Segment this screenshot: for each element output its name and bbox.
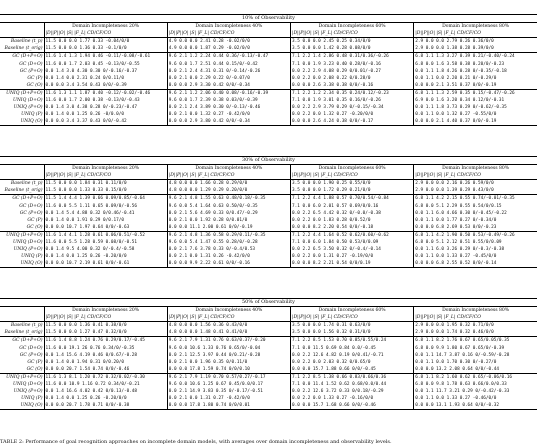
metric-cell: 0.0 1.4 3.0 4.30 0.30 0/-0.16/-0.37 [44, 68, 167, 75]
metric-cell: 0.0 2.2 0.0 1.31 0.27 -0.19/0/0 [291, 253, 414, 260]
metric-cell: 7.1 2.2 4.4 1.64 0.52 0.62/0.60/-0.62 [291, 231, 414, 239]
metric-cell: 6.9 0.0 1.6 3.20 0.34 0.12/0/-0.31 [414, 97, 537, 104]
group-header: Domain Incompleteness 40% [167, 307, 290, 315]
metric-cell: 4.8 0.0 0.0 1.29 0.29 0.20/0/0 [167, 187, 290, 195]
metric-cell: 0.0 1.4 3.0 4.38 0.28 0/-0.23/-0.47 [44, 104, 167, 111]
metric-cell: 0.0 0.0 2.1 4.40 0.37 0/0/-0.19 [414, 118, 537, 126]
column-header: |D||P||O| |S| |F_L| CD/CF/CO [414, 30, 537, 38]
metric-cell: 0.0 0.0 20.7 1.54 0.74 0/0/-0.46 [44, 366, 167, 374]
row-label: Baseline (t_orig) [4, 188, 43, 194]
metric-cell: 9.6 0.0 1.7 2.51 0.44 0.15/0/-0.42 [167, 61, 290, 68]
metric-cell: 3.5 0.0 0.0 1.72 0.29 0.21/0/0 [291, 187, 414, 195]
metric-cell: 9.6 2.1 7.9 1.31 0.76 0.63/0.37/-0.20 [167, 337, 290, 345]
table-row [0, 224, 537, 232]
row-label-header [0, 172, 44, 180]
table-row [0, 352, 537, 359]
metric-cell: 0.0 0.0 20.7 1.78 0.71 0/0/-0.38 [44, 402, 167, 410]
metric-cell: 0.0 2.1 2.4 3.89 0.30 0/-0.13/-0.46 [167, 104, 290, 111]
metric-cell: 0.0 0.0 2.6 3.38 0.38 0/0/-0.16 [291, 82, 414, 90]
table-row [0, 210, 537, 217]
row-label: GC (P) [27, 217, 43, 223]
metric-cell: 0.0 1.1 0.0 1.32 0.27 -0.55/0/0 [414, 111, 537, 118]
row-label: GC (D+P+O) [0, 53, 44, 61]
metric-cell: 4.9 0.0 0.0 2.41 0.28 -0.02/0/0 [167, 38, 290, 46]
table-row [0, 217, 537, 224]
metric-cell: 11.6 0.0 5.5 1.28 0.59 0.08/0/-0.51 [44, 239, 167, 246]
row-label: GC (D+P+O) [0, 195, 44, 203]
row-label: UNIQ (P) [21, 396, 43, 402]
table-row [0, 97, 537, 104]
metric-cell: 7.1 2.2 1.2 2.34 0.35 0.24/0.12/-0.23 [291, 89, 414, 97]
table-row [0, 388, 537, 395]
panel-30-observability [0, 156, 537, 284]
metric-cell: 0.0 1.1 0.0 1.77 0.27 0/-0.34/0 [414, 217, 537, 224]
metric-cell: 0.0 0.0 3.4 3.54 0.43 0/0/-0.39 [44, 82, 167, 90]
metric-cell: 2.9 0.0 0.0 1.74 0.32 0.46/0/0 [414, 329, 537, 337]
column-header: |D||P||O| |S| |F_L| CD/CF/CO [291, 30, 414, 38]
metric-cell: 0.0 2.1 0.0 1.92 0.28 0/0.01/0 [167, 217, 290, 224]
metric-cell: 9.6 2.1 7.9 1.19 0.70 0.57/0.27/-0.17 [167, 373, 290, 381]
table-row [0, 337, 537, 345]
metric-cell: 0.0 0.0 6.8 2.55 0.52 0/0/-0.14 [414, 260, 537, 268]
table-row [0, 231, 537, 239]
metric-cell: 0.0 0.0 8.2 2.21 0.54 0/0/0.19 [291, 260, 414, 268]
group-header: Domain Incompleteness 40% [167, 165, 290, 173]
metric-cell: 6.8 1.1 4.2 1.90 0.50 0.53/-0.49/-0.26 [414, 231, 537, 239]
table-row [0, 260, 537, 268]
metric-cell: 6.8 1.1 4.2 2.15 0.55 0.74/-0.01/-0.35 [414, 195, 537, 203]
metric-cell: 11.5 1.4 4.4 1.39 0.66 0.09/0.85/-0.64 [44, 195, 167, 203]
metric-cell: 9.6 2.1 1.2 2.06 0.40 0.08/-0.16/-0.39 [167, 89, 290, 97]
table-row [0, 61, 537, 68]
row-label: Baseline (t_orig) [4, 46, 43, 52]
group-blank [0, 165, 44, 173]
metric-cell: 11.5 0.0 0.0 1.33 0.33 0.15/0/0 [44, 187, 167, 195]
row-label: UNIQ (D+O) [12, 240, 43, 246]
metric-cell: 0.0 1.1 1.8 3.73 0.29 0/-0.62/-0.35 [414, 104, 537, 111]
row-label: UNIQ (O) [0, 402, 44, 410]
metric-cell: 6.8 0.0 5.1 2.12 0.51 0.55/0/0.09 [414, 239, 537, 246]
table-row [0, 381, 537, 388]
table-row [0, 246, 537, 253]
metric-cell: 7.1 0.0 11.4 1.52 0.62 0.68/0.0/0.44 [291, 381, 414, 388]
column-header: |D||P||O| |S| |F_L| CD/CF/CO [167, 314, 290, 322]
metric-cell: 6.8 1.1 8.2 1.60 0.62 0.65/-0.06/0.16 [414, 373, 537, 381]
panel-title: 30% of Observability [0, 157, 537, 165]
table-row [0, 180, 537, 188]
metric-cell: 9.6 0.0 10.6 1.33 0.76 0.65/0/-0.04 [167, 345, 290, 352]
metric-cell: 9.6 0.0 5.4 1.47 0.55 0.28/0/-0.28 [167, 239, 290, 246]
metric-cell: 9.6 0.0 10.6 1.25 0.67 0.45/0.0/0.17 [167, 381, 290, 388]
metric-cell: 0.0 2.2 0.0 2.03 0.32 0/0.65/0 [291, 359, 414, 366]
table-row [0, 395, 537, 402]
metric-cell: 2.9 0.0 0.0 1.39 0.29 0.43/0/0 [414, 187, 537, 195]
metric-cell: 2.9 0.0 0.0 2.79 0.26 0.36/0/0 [414, 38, 537, 46]
metric-cell: 0.0 2.2 2.9 3.79 0.29 0/-0.15/-0.34 [291, 104, 414, 111]
metric-cell: 0.0 2.2 0.0 1.83 0.28 0/0.52/0 [291, 217, 414, 224]
metric-cell: 0.0 0.0 11.1 2.00 0.61 0/0/-0.19 [167, 224, 290, 232]
metric-cell: 0.0 2.2 6.5 3.50 0.32 0/-0.4/-0.14 [291, 246, 414, 253]
table-row [0, 239, 537, 246]
metric-cell: 6.8 0.0 5.1 2.29 0.55 0.54/0/0.15 [414, 203, 537, 210]
metric-cell: 9.6 2.1 4.8 1.55 0.63 0.48/0.18/-0.35 [167, 195, 290, 203]
metric-cell: 0.0 1.1 0.0 1.33 0.27 -0.45/0/0 [414, 253, 537, 260]
metric-cell: 11.6 1.3 8.1 1.20 0.72 0.32/0.02/-0.30 [44, 373, 167, 381]
metric-cell: 3.5 0.0 0.0 1.56 0.32 0.31/0/0 [291, 329, 414, 337]
metric-cell: 0.0 0.0 2.1 3.51 0.37 0/0/-0.19 [414, 82, 537, 90]
panel-rows [0, 180, 537, 268]
column-header: |D||P||O| |S| |F_L| CD/CF/CO [291, 314, 414, 322]
metric-cell: 0.0 2.1 0.0 1.32 0.27 -0.42/0/0 [167, 111, 290, 118]
metric-cell: 0.0 0.0 2.9 3.80 0.42 0/0/-0.34 [167, 118, 290, 126]
metric-cell: 0.0 2.1 0.0 2.29 0.22 0/-0.07/0 [167, 75, 290, 82]
group-header: Domain Incompleteness 60% [291, 307, 414, 315]
metric-cell: 0.0 2.1 0.0 1.31 0.27 -0.42/0/0 [167, 395, 290, 402]
row-label: UNIQ (D+O) [12, 382, 43, 388]
metric-cell: 0.0 1.4 0.0 1.91 0.29 0/0.17/0 [44, 217, 167, 224]
group-header: Domain Incompleteness 80% [414, 307, 537, 315]
metric-cell: 0.0 2.1 5.6 4.69 0.33 0/0.47/-0.29 [167, 210, 290, 217]
metric-cell: 0.0 2.1 2.4 4.31 0.31 0/-0.14/-0.26 [167, 68, 290, 75]
table-row [0, 345, 537, 352]
table-row [0, 53, 537, 61]
metric-cell: 0.0 2.2 6.5 4.42 0.32 0/-0.0/-0.38 [291, 210, 414, 217]
group-header: Domain Incompleteness 20% [44, 23, 167, 31]
metric-cell: 11.6 1.3 1.1 1.87 0.40 -0.12/-0.02/-0.46 [44, 89, 167, 97]
row-label: GC (P) [27, 75, 43, 81]
metric-cell: 0.0 1.1 1.8 4.26 0.28 0/-0.35/-0.18 [414, 68, 537, 75]
metric-cell: 11.5 0.0 0.0 1.36 0.33 -0.1/0/0 [44, 45, 167, 53]
row-label: GC (O) [26, 366, 43, 372]
row-label: UNIQ (P) [21, 254, 43, 260]
row-label-header [0, 314, 44, 322]
table-row [0, 359, 537, 366]
table-row [0, 402, 537, 410]
row-label: GC (O) [26, 82, 43, 88]
metric-cell: 2.9 0.0 0.0 2.16 0.26 0.59/0/0 [414, 180, 537, 188]
metric-cell: 6.8 1.1 1.3 3.27 0.39 0.21/-0.40/-0.24 [414, 53, 537, 61]
metric-cell: 0.0 1.1 0.0 1.70 0.30 0/-0.27/0 [414, 359, 537, 366]
table-row [0, 253, 537, 260]
metric-cell: 0.0 0.0 13.1 1.93 0.64 0/0/-0.32 [414, 402, 537, 410]
group-blank [0, 307, 44, 315]
metric-cell: 11.5 0.0 0.0 1.84 0.31 0.11/0/0 [44, 180, 167, 188]
table-row [0, 118, 537, 126]
metric-cell: 0.0 2.2 0.0 1.32 0.27 -0.20/0/0 [291, 111, 414, 118]
metric-cell: 11.6 0.0 10.9 1.16 0.72 0.34/0/-0.21 [44, 381, 167, 388]
metric-cell: 3.5 0.0 0.0 2.45 0.25 0.34/0/0 [291, 38, 414, 46]
group-header: Domain Incompleteness 80% [414, 23, 537, 31]
group-header: Domain Incompleteness 60% [291, 165, 414, 173]
metric-cell: 0.0 0.0 15.7 1.68 0.66 0/0/-0.46 [291, 402, 414, 410]
metric-cell: 7.1 2.2 1.4 2.86 0.48 0.31/0.36/-0.26 [291, 53, 414, 61]
row-label: Baseline (t_p) [10, 181, 43, 187]
row-label: Baseline (t_p) [10, 323, 43, 329]
metric-cell: 0.0 1.4 0.0 1.25 0.26 -0.20/0/0 [44, 253, 167, 260]
metric-cell: 7.1 0.0 1.9 3.23 0.40 0.28/0/-0.16 [291, 61, 414, 68]
row-label: GC (P+O) [19, 352, 43, 358]
panel-rows [0, 38, 537, 126]
metric-cell: 0.0 1.1 14.7 3.87 0.16 0/-0.59/-0.28 [414, 352, 537, 359]
metric-cell: 0.0 2.2 12.6 4.82 0.19 0/0.41/-0.71 [291, 352, 414, 359]
metric-cell: 0.0 0.0 10.7 2.19 0.61 0/0/-0.61 [44, 260, 167, 268]
panel-rows [0, 322, 537, 410]
metric-cell: 3.5 0.0 0.0 1.90 0.25 0.55/0/0 [291, 180, 414, 188]
metric-cell: 6.8 1.1 1.3 2.59 0.35 0.15/-0.47/-0.26 [414, 89, 537, 97]
row-label: Baseline (t_p) [10, 39, 43, 45]
row-label: UNIQ (P) [21, 112, 43, 118]
metric-cell: 0.0 2.1 7.6 3.78 0.33 0/-0.4/0.53 [167, 246, 290, 253]
metric-cell: 11.6 1.4 8.8 1.24 0.76 0.29/0.17/-0.45 [44, 337, 167, 345]
metric-cell: 0.0 1.4 0.0 1.25 0.26 -0/0.0/0 [44, 111, 167, 118]
group-header: Domain Incompleteness 60% [291, 23, 414, 31]
column-header: |D||P||O| |S| |F_L| CD/CF/CO [291, 172, 414, 180]
metric-cell: 0.0 2.1 12.5 3.97 0.44 0/0.21/-0.28 [167, 352, 290, 359]
panel-50-observability [0, 298, 537, 426]
metric-cell: 0.0 2.1 0.0 1.96 0.35 0/0.11/0 [167, 359, 290, 366]
metric-cell: 7.1 2.2 4.4 1.88 0.57 0.70/0.54/-0.84 [291, 195, 414, 203]
row-label: UNIQ (O) [0, 118, 44, 126]
metric-cell: 0.0 2.2 0.0 1.33 0.27 -0.16/0/0 [291, 395, 414, 402]
table-row [0, 82, 537, 90]
row-label: UNIQ (O) [0, 260, 44, 268]
metric-cell: 0.0 0.0 10.7 1.97 0.64 0/0/-0.63 [44, 224, 167, 232]
metric-cell: 6.8 0.0 9.8 1.78 0.63 0.66/0.0/0.33 [414, 381, 537, 388]
metric-cell: 7.1 0.0 6.0 1.84 0.50 0.53/0/0.09 [291, 239, 414, 246]
row-label-header [0, 30, 44, 38]
metric-cell: 11.6 0.0 1.7 2.00 0.38 -0.13/0/-0.43 [44, 97, 167, 104]
metric-cell: 11.6 0.0 1.7 2.03 0.45 -0.13/0/-0.55 [44, 61, 167, 68]
metric-cell: 0.0 2.1 0.0 1.31 0.26 -0.42/0/0 [167, 253, 290, 260]
row-label: GC (O) [26, 224, 43, 230]
table-row [0, 322, 537, 330]
table-row [0, 75, 537, 82]
metric-cell: 0.0 1.4 16.6 4.02 0.42 0/0.13/-0.48 [44, 388, 167, 395]
table-row [0, 38, 537, 46]
row-label: GC (P+O) [19, 68, 43, 74]
group-blank [0, 23, 44, 31]
metric-cell: 11.6 0.0 5.5 1.11 0.65 0.09/0/-0.56 [44, 203, 167, 210]
row-label: UNIQ (D+P+O) [0, 231, 44, 239]
row-label: UNIQ (D+O) [12, 98, 43, 104]
column-header: |D||P||O| |S| |F_L| CD/CF/CO [44, 314, 167, 322]
metric-cell: 7.1 0.0 6.0 2.01 0.57 0.69/0/0.16 [291, 203, 414, 210]
column-header: |D||P||O| |S| |F_L| CD/CF/CO [44, 172, 167, 180]
group-header: Domain Incompleteness 20% [44, 307, 167, 315]
metric-cell: 4.9 0.0 0.0 1.87 0.29 -0.02/0/0 [167, 45, 290, 53]
column-header: |D||P||O| |S| |F_L| CD/CF/CO [414, 314, 537, 322]
table-row [0, 187, 537, 195]
metric-cell: 3.5 0.0 0.0 1.74 0.31 0.63/0/0 [291, 322, 414, 330]
table-row [0, 195, 537, 203]
table-row [0, 45, 537, 53]
metric-cell: 0.0 0.0 2.6 4.24 0.38 0/0/-0.17 [291, 118, 414, 126]
metric-cell: 0.0 0.0 6.8 2.69 0.53 0/0/-0.23 [414, 224, 537, 232]
metric-cell: 0.0 2.2 0.0 2.08 0.22 0/0.28/0 [291, 75, 414, 82]
metric-cell: 7.1 2.2 8.5 1.53 0.70 0.85/0.55/0.24 [291, 337, 414, 345]
table-row [0, 111, 537, 118]
table-row [0, 68, 537, 75]
metric-cell: 0.0 1.4 5.4 4.88 0.32 0/0.46/-0.41 [44, 210, 167, 217]
metric-cell: 0.0 0.0 17.8 1.59 0.74 0/0/0.10 [167, 366, 290, 374]
metric-cell: 0.0 1.4 0.0 1.25 0.26 -0.20/0/0 [44, 395, 167, 402]
metric-cell: 11.6 1.4 4.1 1.28 0.61 0.06/0.51/-0.52 [44, 231, 167, 239]
row-label: UNIQ (P+O) [13, 247, 43, 253]
metric-cell: 2.9 0.0 0.0 1.38 0.28 0.39/0/0 [414, 45, 537, 53]
metric-cell: 7.1 0.0 11.5 0.69 0.84 0.0/-0.45 [291, 345, 414, 352]
metric-cell: 9.6 2.1 1.2 2.24 0.44 0.36/-0.13/-0.47 [167, 53, 290, 61]
table-row [0, 373, 537, 381]
table-row [0, 203, 537, 210]
panel-10-observability [0, 14, 537, 142]
row-label: Baseline (t_orig) [4, 330, 43, 336]
metric-cell: 0.0 0.0 9.9 2.22 0.61 0/0/-0.16 [167, 260, 290, 268]
metric-cell: 0.0 2.2 2.9 4.08 0.29 0/0.01/-0.27 [291, 68, 414, 75]
metric-cell: 7.1 2.2 8.5 1.38 0.66 0.83/0.66/0.36 [291, 373, 414, 381]
metric-cell: 4.8 0.0 0.0 1.56 0.36 0.43/0/0 [167, 322, 290, 330]
metric-cell: 11.6 0.0 19.1 26 0.76 0.34/0/-0.35 [44, 345, 167, 352]
metric-cell: 4.8 0.0 0.0 1.66 0.28 0.29/0/0 [167, 180, 290, 188]
row-label: GC (D+O) [19, 345, 43, 351]
metric-cell: 11.6 1.4 1.3 1.94 0.46 -0.11/-0.08/-0.61 [44, 53, 167, 61]
row-label: UNIQ (P+O) [13, 389, 43, 395]
group-header: Domain Incompleteness 80% [414, 165, 537, 173]
metric-cell: 0.0 2.2 12.6 3.72 0.33 0/0.18/-0.29 [291, 388, 414, 395]
metric-cell: 0.0 1.4 9.5 4.00 0.32 0/-0.4/-0.58 [44, 246, 167, 253]
group-header: Domain Incompleteness 40% [167, 23, 290, 31]
row-label: UNIQ (P+O) [13, 105, 43, 111]
results-table [0, 14, 537, 126]
results-table [0, 156, 537, 268]
metric-cell: 7.1 0.0 1.9 3.01 0.35 0.16/0/-0.26 [291, 97, 414, 104]
metric-cell: 6.8 0.0 9.9 1.80 0.67 0.65/0/-0.39 [414, 345, 537, 352]
row-label: UNIQ (D+P+O) [0, 89, 44, 97]
metric-cell: 0.0 0.0 3.4 3.37 0.43 0/0/-0.42 [44, 118, 167, 126]
metric-cell: 11.5 0.0 0.0 1.27 0.47 0.32/0/0 [44, 329, 167, 337]
row-label: UNIQ (D+P+O) [0, 373, 44, 381]
metric-cell: 2.9 0.0 0.0 1.95 0.32 0.71/0/0 [414, 322, 537, 330]
column-header: |D||P||O| |S| |F_L| CD/CF/CO [414, 172, 537, 180]
table-row [0, 329, 537, 337]
row-label: GC (D+O) [19, 203, 43, 209]
metric-cell: 0.0 1.4 0.0 2.31 0.24 0/0.11/0 [44, 75, 167, 82]
row-label: GC (P) [27, 359, 43, 365]
column-header: |D||P||O| |S| |F_L| CD/CF/CO [167, 30, 290, 38]
metric-cell: 0.0 1.4 0.0 1.94 0.31 0/0.20/0 [44, 359, 167, 366]
metric-cell: 0.0 0.0 2.9 3.30 0.42 0/0/-0.34 [167, 82, 290, 90]
metric-cell: 3.5 0.0 0.0 1.42 0.28 0.08/0/0 [291, 45, 414, 53]
metric-cell: 0.0 1.1 6.0 4.66 0.30 0/-0.45/-0.22 [414, 210, 537, 217]
results-table [0, 298, 537, 410]
panel-title: 10% of Observability [0, 15, 537, 23]
metric-cell: 0.0 0.0 8.2 2.20 0.54 0/0/-0.18 [291, 224, 414, 232]
metric-cell: 6.8 1.1 8.2 1.76 0.67 0.65/0.05/0.35 [414, 337, 537, 345]
row-label: GC (D+P+O) [0, 337, 44, 345]
table-row [0, 366, 537, 374]
metric-cell: 4.8 0.0 0.0 1.48 0.41 0.41/0/0 [167, 329, 290, 337]
table-row [0, 89, 537, 97]
column-header: |D||P||O| |S| |F_L| CD/CF/CO [44, 30, 167, 38]
metric-cell: 6.8 0.0 1.6 3.58 0.38 0.20/0/-0.23 [414, 61, 537, 68]
column-header: |D||P||O| |S| |F_L| CD/CF/CO [167, 172, 290, 180]
metric-cell: 0.0 2.1 14.9 3.83 0.35 0/-0.17/-0.51 [167, 388, 290, 395]
metric-cell: 0.0 0.0 17.8 1.80 0.74 0/0/0.01 [167, 402, 290, 410]
row-label: GC (D+O) [19, 61, 43, 67]
table-row [0, 104, 537, 111]
group-header: Domain Incompleteness 20% [44, 165, 167, 173]
panel-title: 50% of Observability [0, 299, 537, 307]
metric-cell: 9.6 2.1 4.8 1.36 0.58 0.29/0.11/-0.35 [167, 231, 290, 239]
metric-cell: 0.0 1.4 15.6 4.19 0.46 0/0.67/-0.28 [44, 352, 167, 359]
row-label: GC (P+O) [19, 210, 43, 216]
metric-cell: 9.6 0.0 5.4 1.64 0.63 0.50/0/-0.35 [167, 203, 290, 210]
metric-cell: 0.0 1.1 0.0 1.33 0.27 -0.46/0/0 [414, 395, 537, 402]
metric-cell: 0.0 0.0 13.2 2.08 0.64 0/0/-0.44 [414, 366, 537, 374]
metric-cell: 11.5 0.0 0.0 1.77 0.33 -0.04/0/0 [44, 38, 167, 46]
table-caption: TABLE 2: Performance of goal recognition approaches on incomplete domain models, with averages over domain incompleteness and observability levels. [0, 439, 392, 445]
metric-cell: 0.0 1.1 6.0 3.26 0.29 0/-0.3/-0.38 [414, 246, 537, 253]
metric-cell: 0.0 1.1 0.0 2.20 0.21 0/-0.29/0 [414, 75, 537, 82]
metric-cell: 0.0 0.0 15.7 1.88 0.66 0/0/-0.45 [291, 366, 414, 374]
metric-cell: 11.5 0.0 0.0 1.36 0.41 0.38/0/0 [44, 322, 167, 330]
metric-cell: 9.6 0.0 1.7 2.39 0.38 0.03/0/-0.39 [167, 97, 290, 104]
metric-cell: 0.0 1.1 11.7 3.21 0.29 0/-0.42/-0.33 [414, 388, 537, 395]
